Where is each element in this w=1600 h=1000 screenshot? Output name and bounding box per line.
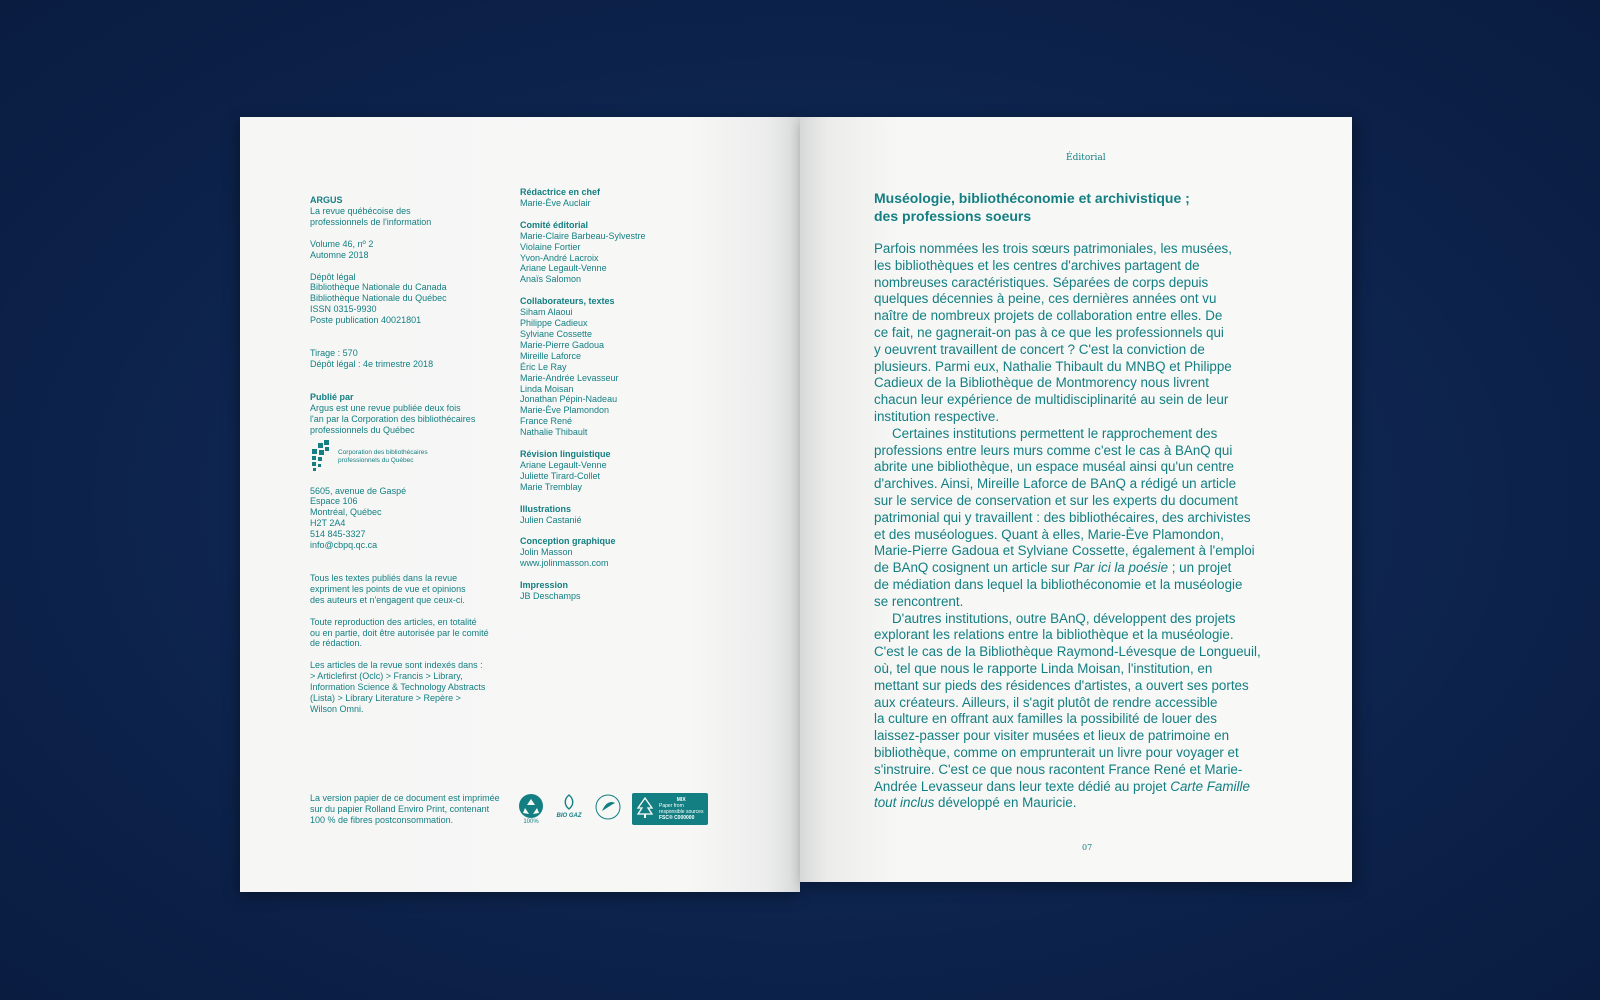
- depot-line: Dépôt légal: [310, 271, 356, 282]
- issue-season: Automne 2018: [310, 249, 369, 260]
- body-line: Cadieux de la Bibliothèque de Montmorency nous livrent: [874, 375, 1209, 391]
- credits-item: Anaïs Salomon: [520, 274, 582, 285]
- credits-item: Marie-Pierre Gadoua: [520, 339, 605, 350]
- body-line: nombreuses caractéristiques. Séparées de corps depuis: [874, 274, 1209, 290]
- credits-item: Mireille Laforce: [520, 350, 582, 361]
- address-line: Montréal, Québec: [310, 507, 382, 518]
- recycle-icon: [518, 793, 544, 819]
- publisher-block: [310, 392, 510, 436]
- notice-block-1: [310, 573, 510, 606]
- depot-line: Poste publication 40021801: [310, 315, 422, 326]
- body-line: sur le service de conservation et sur les experts du document: [874, 492, 1238, 508]
- credits-heading: Conception graphique: [520, 536, 616, 547]
- body-line: mettant sur pieds des résidences d'artistes, a ouvert ses portes: [874, 677, 1249, 693]
- body-line: aux créateurs. Ailleurs, il s'agit plutôt de rendre accessible: [874, 694, 1218, 710]
- masthead-column: [310, 195, 510, 726]
- credits-section: [520, 504, 720, 526]
- text-run: de BAnQ cosignent un article sur: [874, 560, 1074, 576]
- credits-column: [520, 187, 720, 613]
- phone: 514 845-3327: [310, 529, 366, 540]
- tirage-line: Tirage : 570: [310, 348, 358, 359]
- argus-block: [310, 195, 510, 228]
- paper-note: [310, 793, 510, 826]
- credits-heading: Impression: [520, 580, 569, 591]
- credits-section: [520, 536, 720, 569]
- credits-item: Marie Tremblay: [520, 481, 583, 492]
- body-line: où, tel que nous le rapporte Linda Moisan, l'institution, en: [874, 660, 1213, 676]
- body-line: chacun leur expérience de multidisciplinarité au sein de leur: [874, 392, 1229, 408]
- argus-name: ARGUS: [310, 195, 343, 205]
- cbpq-logo: [310, 440, 510, 474]
- credits-item: Marie-Claire Barbeau-Sylvestre: [520, 230, 646, 241]
- credits-heading: Rédactrice en chef: [520, 187, 601, 197]
- credits-item: Ariane Legault-Venne: [520, 263, 607, 274]
- body-line: de médiation dans lequel la bibliothéconomie et la muséologie: [874, 576, 1243, 592]
- notice-line: Les articles de la revue sont indexés dans :: [310, 660, 483, 671]
- body-line: la culture en offrant aux familles la possibilité de louer des: [874, 711, 1217, 727]
- body-line: Parfois nommées les trois sœurs patrimoniales, les musées,: [874, 241, 1232, 256]
- credits-item: Jonathan Pépin-Nadeau: [520, 394, 618, 405]
- address-line: 5605, avenue de Gaspé: [310, 485, 407, 496]
- text-run: Andrée Levasseur dans leur texte dédié au projet: [874, 778, 1171, 794]
- credits-item: Violaine Fortier: [520, 241, 581, 252]
- notice-line: Toute reproduction des articles, en totalité: [310, 616, 477, 627]
- credits-item: www.jolinmasson.com: [520, 558, 609, 569]
- credits-section: [520, 220, 720, 285]
- body-line: plusieurs. Parmi eux, Nathalie Thibault du MNBQ et Philippe: [874, 358, 1232, 374]
- biogaz-label: BIO GAZ: [556, 813, 582, 819]
- body-line: Marie-Pierre Gadoua et Sylviane Cossette, également à l'emploi: [874, 543, 1255, 559]
- credits-item: Sylviane Cossette: [520, 328, 593, 339]
- depot-block: [310, 272, 510, 327]
- body-line: patrimonial qui y travaillent : des bibliothécaires, des archivistes: [874, 509, 1251, 525]
- editorial-body: [874, 241, 1294, 812]
- body-line: institution respective.: [874, 408, 1000, 424]
- publisher-heading: Publié par: [310, 391, 354, 402]
- body-line: ce fait, ne gagnerait-on pas à ce que les professionnels qui: [874, 324, 1224, 340]
- notice-line: Tous les textes publiés dans la revue: [310, 572, 458, 583]
- biogaz-cert: [554, 793, 584, 820]
- paper-note-line: 100 % de fibres postconsommation.: [310, 814, 454, 825]
- recycled-label: 100%: [523, 819, 539, 825]
- body-line-with-italic: [874, 795, 1294, 812]
- section-label: Éditorial: [1066, 153, 1106, 163]
- tirage-block: [310, 348, 510, 370]
- credits-item: Marie-Ève Plamondon: [520, 405, 610, 416]
- credits-item: Philippe Cadieux: [520, 318, 588, 329]
- fsc-tree-icon: [635, 796, 655, 822]
- fsc-line: responsible sources: [659, 809, 704, 815]
- text-run: développé en Mauricie.: [934, 795, 1077, 811]
- credits-item: Marie-Andrée Levasseur: [520, 372, 619, 383]
- fsc-text: [659, 797, 703, 821]
- logo-text-line: Corporation des bibliothécaires: [338, 449, 428, 456]
- notice-line: Wilson Omni.: [310, 704, 364, 714]
- notice-line: des auteurs et n'engagent que ceux-ci.: [310, 594, 465, 605]
- logo-text-line: professionnels du Québec: [338, 456, 414, 464]
- argus-tagline-1: La revue québécoise des: [310, 205, 411, 216]
- publisher-text: professionnels du Québec: [310, 424, 415, 435]
- credits-item: Jolin Masson: [520, 547, 573, 558]
- notice-block-2: [310, 617, 510, 650]
- left-page: [240, 117, 800, 892]
- credits-item: France René: [520, 416, 573, 427]
- notice-line: (Lista) > Library Literature > Repère >: [310, 693, 461, 704]
- fsc-badge: [632, 793, 708, 825]
- address-line: Espace 106: [310, 496, 358, 507]
- credits-section: [520, 580, 720, 602]
- tirage-line: Dépôt légal : 4e trimestre 2018: [310, 358, 434, 369]
- recycled-cert: [518, 793, 544, 826]
- body-line-with-italic: [874, 779, 1294, 796]
- publisher-text: l'an par la Corporation des bibliothécaires: [310, 413, 476, 424]
- issue-volume: Volume 46, nº 2: [310, 238, 374, 249]
- body-line: d'archives. Ainsi, Mireille Laforce de BAnQ a rédigé un article: [874, 476, 1237, 492]
- paper-note-line: La version papier de ce document est imprimée: [310, 793, 500, 803]
- notice-line: expriment les points de vue et opinions: [310, 583, 466, 594]
- body-line: D'autres institutions, outre BAnQ, développent des projets: [892, 610, 1236, 626]
- italic-title: Par ici la poésie: [1073, 560, 1169, 576]
- body-line: Certaines institutions permettent le rapprochement des: [892, 425, 1218, 441]
- body-line: quelques décennies à peine, ces dernières années ont vu: [874, 291, 1217, 307]
- leaf-icon: [554, 793, 584, 813]
- credits-item: Linda Moisan: [520, 383, 574, 394]
- cbpq-logo-icon: [310, 440, 332, 474]
- body-line: y oeuvrent travaillent de concert ? C'est la conviction de: [874, 341, 1205, 357]
- fsc-mix: MIX: [676, 797, 686, 803]
- italic-title: Carte Famille: [1170, 778, 1250, 794]
- address-line: H2T 2A4: [310, 518, 346, 529]
- credits-item: Marie-Ève Auclair: [520, 197, 591, 208]
- body-line: et des muséologues. Quant à elles, Marie-Ève Plamondon,: [874, 526, 1224, 542]
- italic-title: tout inclus: [874, 795, 935, 811]
- email: info@cbpq.qc.ca: [310, 540, 378, 551]
- credits-item: JB Deschamps: [520, 591, 581, 602]
- body-line: laissez-passer pour visiter musées et lieux de patrimoine en: [874, 728, 1230, 744]
- cbpq-logo-text: [338, 449, 428, 464]
- notice-line: Information Science & Technology Abstracts: [310, 682, 486, 693]
- fsc-code: FSC® C000000: [659, 815, 695, 821]
- body-line: se rencontrent.: [874, 593, 964, 609]
- depot-line: ISSN 0315-9930: [310, 304, 377, 315]
- credits-section: [520, 296, 720, 438]
- ecologo-icon: [594, 793, 622, 821]
- body-line: naître de nombreux projets de collaboration entre elles. De: [874, 308, 1223, 324]
- notice-line: ou en partie, doit être autorisée par le comité: [310, 627, 489, 638]
- body-line: explorant les relations entre la bibliothèque et la muséologie.: [874, 627, 1234, 643]
- address-block: [310, 486, 510, 551]
- body-line: s'instruire. C'est ce que nous racontent France René et Marie-: [874, 761, 1243, 777]
- credits-section: [520, 187, 720, 209]
- credits-heading: Révision linguistique: [520, 449, 611, 460]
- issue-block: [310, 239, 510, 261]
- depot-line: Bibliothèque Nationale du Canada: [310, 282, 447, 293]
- credits-heading: Collaborateurs, textes: [520, 296, 615, 307]
- body-line: professions entre leurs murs comme c'est le cas à BAnQ qui: [874, 442, 1233, 458]
- page-number: 07: [1082, 843, 1093, 852]
- body-line: bibliothèque, comme on emprunterait un livre pour voyager et: [874, 744, 1239, 760]
- body-line-with-italic: [874, 560, 1294, 577]
- argus-tagline-2: professionnels de l'information: [310, 216, 432, 227]
- ecologo-cert: [594, 793, 622, 821]
- depot-line: Bibliothèque Nationale du Québec: [310, 293, 447, 304]
- body-line: C'est le cas de la Bibliothèque Raymond-Lévesque de Longueuil,: [874, 644, 1261, 660]
- credits-item: Siham Alaoui: [520, 307, 573, 318]
- credits-heading: Comité éditorial: [520, 219, 589, 230]
- article-title: [874, 189, 1234, 225]
- credits-section: [520, 449, 720, 493]
- credits-item: Julien Castanié: [520, 514, 582, 525]
- text-run: ; un projet: [1168, 560, 1232, 576]
- credits-item: Nathalie Thibault: [520, 427, 588, 438]
- credits-item: Yvon-André Lacroix: [520, 252, 599, 263]
- credits-item: Ariane Legault-Venne: [520, 459, 607, 470]
- title-line-1: Muséologie, bibliothéconomie et archivistique ;: [874, 190, 1190, 206]
- notice-block-3: [310, 660, 510, 715]
- notice-line: de rédaction.: [310, 638, 363, 649]
- fsc-line: Paper from: [659, 803, 684, 809]
- paper-note-line: sur du papier Rolland Enviro Print, contenant: [310, 803, 490, 814]
- body-line: les bibliothèques et les centres d'archives partagent de: [874, 257, 1200, 273]
- title-line-2: des professions soeurs: [874, 208, 1032, 224]
- credits-item: Éric Le Ray: [520, 361, 567, 372]
- credits-item: Juliette Tirard-Collet: [520, 470, 601, 481]
- body-line: abrite une bibliothèque, un espace muséal ainsi qu'un centre: [874, 459, 1234, 475]
- certification-logos: [518, 793, 708, 826]
- publisher-text: Argus est une revue publiée deux fois: [310, 402, 461, 413]
- right-page: [800, 117, 1352, 882]
- credits-heading: Illustrations: [520, 503, 572, 514]
- notice-line: > Articlefirst (Oclc) > Francis > Library,: [310, 671, 463, 682]
